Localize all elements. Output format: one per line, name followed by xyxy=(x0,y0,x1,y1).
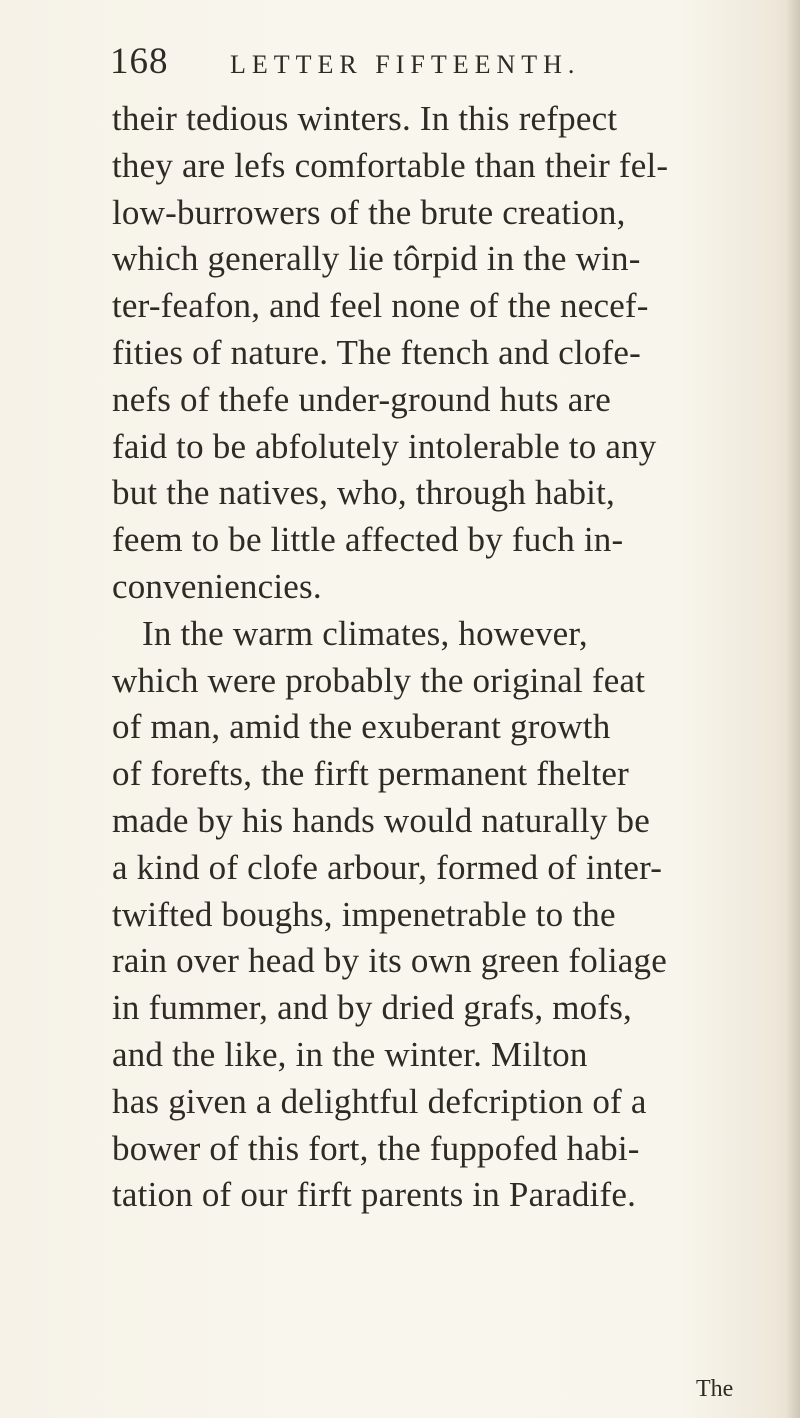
body-text xyxy=(112,96,752,1219)
text-line: but the natives, who, through habit, xyxy=(112,473,615,513)
text-line: made by his hands would naturally be xyxy=(112,800,650,840)
text-line: nefs of thefe under-ground huts are xyxy=(112,379,612,419)
text-line: ter-feafon, and feel none of the necef- xyxy=(112,286,649,326)
text-line: their tedious winters. In this refpect xyxy=(112,99,618,138)
running-head xyxy=(110,40,750,90)
paragraph-start-line: In the warm climates, however, xyxy=(142,613,588,653)
text-line: feem to be little affected by fuch in- xyxy=(112,520,624,560)
page-edge-shadow xyxy=(786,0,800,1418)
text-line: faid to be abfolutely intolerable to any xyxy=(112,426,657,466)
text-line: bower of this fort, the fuppofed habi- xyxy=(112,1128,640,1168)
text-line: which were probably the original feat xyxy=(112,660,646,700)
text-line: in fummer, and by dried grafs, mofs, xyxy=(112,988,632,1028)
text-line: they are lefs comfortable than their fel- xyxy=(112,145,669,185)
text-line: twifted boughs, impenetrable to the xyxy=(112,894,616,934)
text-line: which generally lie tôrpid in the win- xyxy=(112,239,641,279)
page-heading: LETTER FIFTEENTH. xyxy=(230,50,581,79)
text-line: fities of nature. The ftench and clofe- xyxy=(112,332,642,372)
text-line: conveniencies. xyxy=(112,566,322,606)
text-line: has given a delightful defcription of a xyxy=(112,1081,647,1121)
text-line: and the like, in the winter. Milton xyxy=(112,1034,588,1074)
catchword: The xyxy=(696,1376,734,1402)
text-line: rain over head by its own green foliage xyxy=(112,941,667,981)
text-line: a kind of clofe arbour, formed of inter- xyxy=(112,847,663,887)
text-line: tation of our firft parents in Paradife. xyxy=(112,1175,637,1215)
page-number: 168 xyxy=(110,41,169,82)
text-line: low-burrowers of the brute creation, xyxy=(112,192,626,232)
text-line: of forefts, the firft permanent fhelter xyxy=(112,754,630,794)
text-line: of man, amid the exuberant growth xyxy=(112,707,611,747)
